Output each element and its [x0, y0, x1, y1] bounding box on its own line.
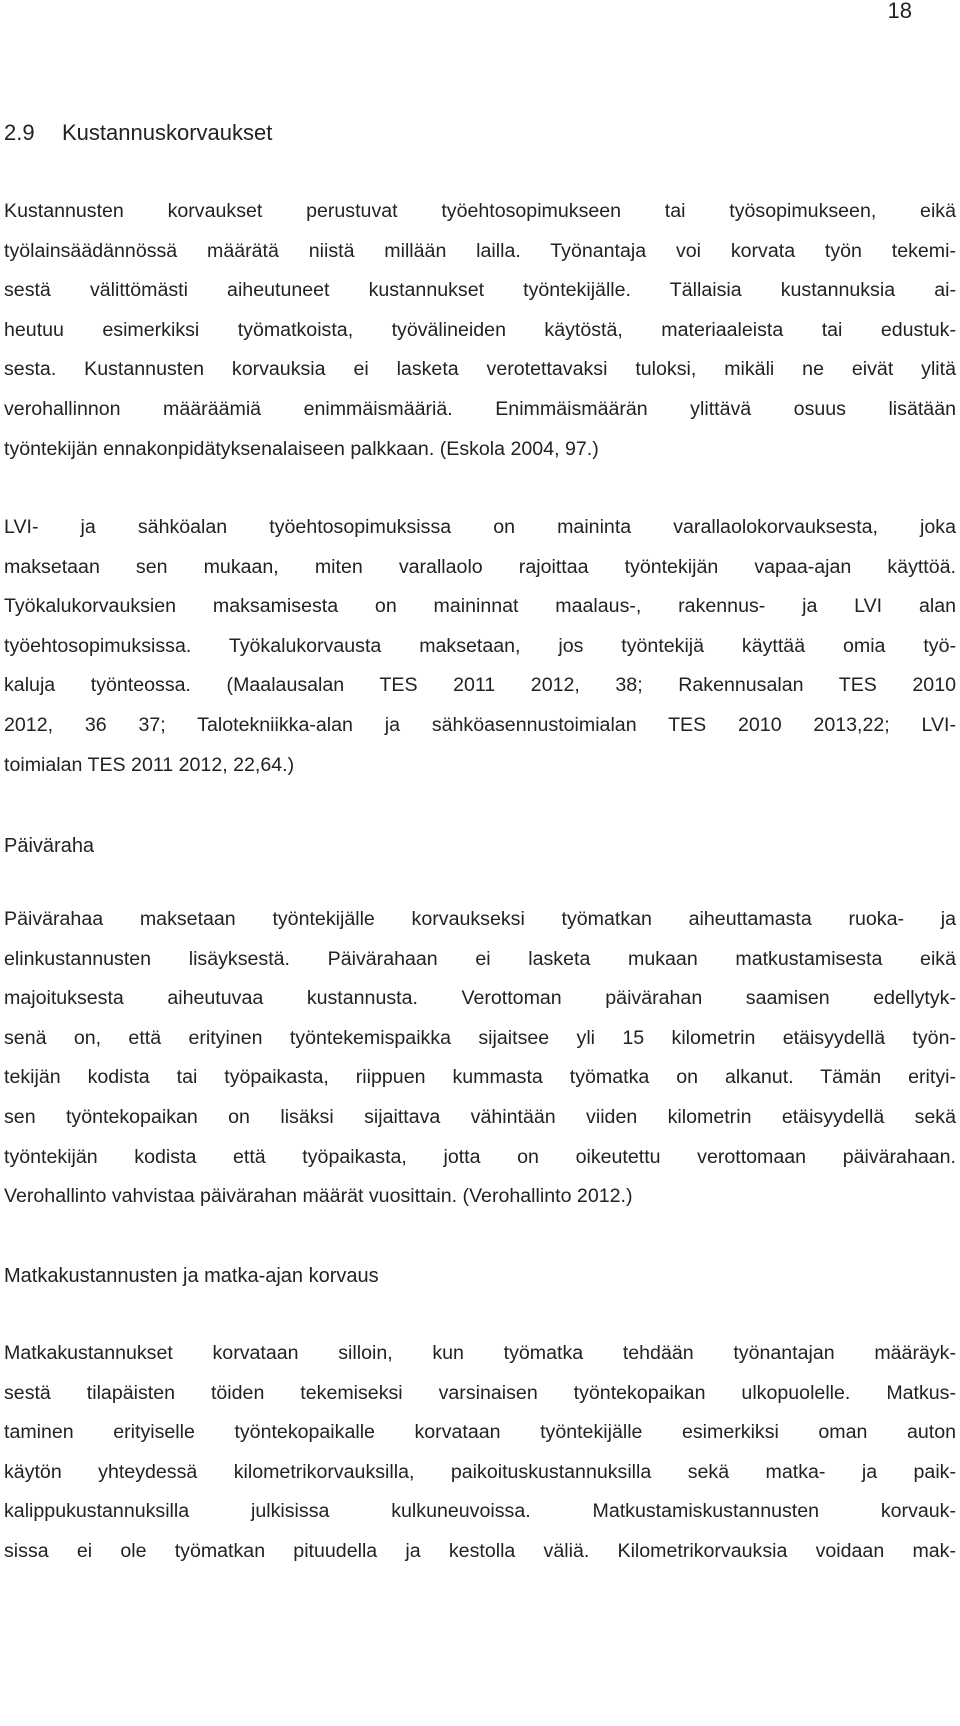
text-line: toimialan TES 2011 2012, 22,64.) — [4, 753, 295, 776]
section-number: 2.9 — [4, 120, 35, 145]
subsection-heading-per-diem: Päiväraha — [4, 835, 95, 857]
paragraph-per-diem — [4, 900, 956, 1217]
text-line: verohallinnon määräämiä enimmäismääriä. Enimmäismäärän ylittävä osuus lisätään — [4, 397, 956, 420]
text-line: sesta. Kustannusten korvauksia ei lasketa verotettavaksi tuloksi, mikäli ne eivät ylitä — [4, 358, 956, 381]
text-line: käytön yhteydessä kilometrikorvauksilla, paikoituskustannuksilla sekä matka- ja paik- — [4, 1460, 956, 1483]
text-line: 2012, 36 37; Talotekniikka-alan ja sähköasennustoimialan TES 2010 2013,22; LVI- — [4, 713, 956, 736]
text-line: Kustannusten korvaukset perustuvat työehtosopimukseen tai työsopimukseen, eikä — [4, 200, 956, 222]
text-line: maksetaan sen mukaan, miten varallaolo rajoittaa työntekijän vapaa-ajan käyttöä. — [4, 555, 956, 578]
text-line: kaluja työnteossa. (Maalausalan TES 2011 2012, 38; Rakennusalan TES 2010 — [4, 674, 956, 697]
text-line: sissa ei ole työmatkan pituudella ja kestolla väliä. Kilometrikorvauksia voidaan mak- — [4, 1539, 956, 1562]
paragraph-travel-costs — [4, 1334, 956, 1572]
text-line: elinkustannusten lisäyksestä. Päivärahaan ei lasketa mukaan matkustamisesta eikä — [4, 947, 956, 970]
text-line: LVI- ja sähköalan työehtosopimuksissa on maininta varallaolokorvauksesta, joka — [4, 516, 956, 538]
text-line: sestä välittömästi aiheutuneet kustannukset työntekijälle. Tällaisia kustannuksia ai- — [4, 279, 956, 302]
text-line: työntekijän ennakonpidätyksenalaiseen palkkaan. (Eskola 2004, 97.) — [4, 437, 599, 460]
text-line: majoituksesta aiheutuvaa kustannusta. Verottoman päivärahan saamisen edellytyk- — [4, 987, 956, 1010]
text-line: Verohallinto vahvistaa päivärahan määrät vuosittain. (Verohallinto 2012.) — [4, 1185, 633, 1208]
text-line: sestä tilapäisten töiden tekemiseksi varsinaisen työntekopaikan ulkopuolelle. Matkus- — [4, 1381, 956, 1404]
text-line: senä on, että erityinen työntekemispaikka sijaitsee yli 15 kilometrin etäisyydellä työn- — [4, 1026, 956, 1049]
section-title: Kustannuskorvaukset — [62, 120, 273, 145]
text-line: sen työntekopaikan on lisäksi sijaittava vähintään viiden kilometrin etäisyydellä sekä — [4, 1105, 956, 1128]
text-line: Matkakustannukset korvataan silloin, kun työmatka tehdään työnantajan määräyk- — [4, 1342, 956, 1364]
paragraph-cost-compensation — [4, 192, 956, 469]
section-heading — [4, 118, 272, 148]
text-line: työlainsäädännössä määrätä niistä millään lailla. Työnantaja voi korvata työn tekemi- — [4, 239, 956, 262]
text-line: Päivärahaa maksetaan työntekijälle korvaukseksi työmatkan aiheuttamasta ruoka- ja — [4, 908, 956, 930]
page-number: 18 — [887, 0, 912, 23]
paragraph-lvi-standby — [4, 508, 956, 785]
text-line: Työkalukorvauksien maksamisesta on maininnat maalaus-, rakennus- ja LVI alan — [4, 595, 956, 618]
subsection-heading-travel-costs: Matkakustannusten ja matka-ajan korvaus — [4, 1265, 379, 1287]
text-line: tekijän kodista tai työpaikasta, riippuen kummasta työmatka on alkanut. Tämän erityi- — [4, 1066, 956, 1089]
text-line: työntekijän kodista että työpaikasta, jotta on oikeutettu verottomaan päivärahaan. — [4, 1145, 956, 1168]
text-line: heutuu esimerkiksi työmatkoista, työvälineiden käytöstä, materiaaleista tai edustuk- — [4, 318, 956, 341]
text-line: taminen erityiselle työntekopaikalle korvataan työntekijälle esimerkiksi oman auton — [4, 1421, 956, 1444]
text-line: työehtosopimuksissa. Työkalukorvausta maksetaan, jos työntekijä käyttää omia työ- — [4, 634, 956, 657]
text-line: kalippukustannuksilla julkisissa kulkuneuvoissa. Matkustamiskustannusten korvauk- — [4, 1500, 956, 1523]
